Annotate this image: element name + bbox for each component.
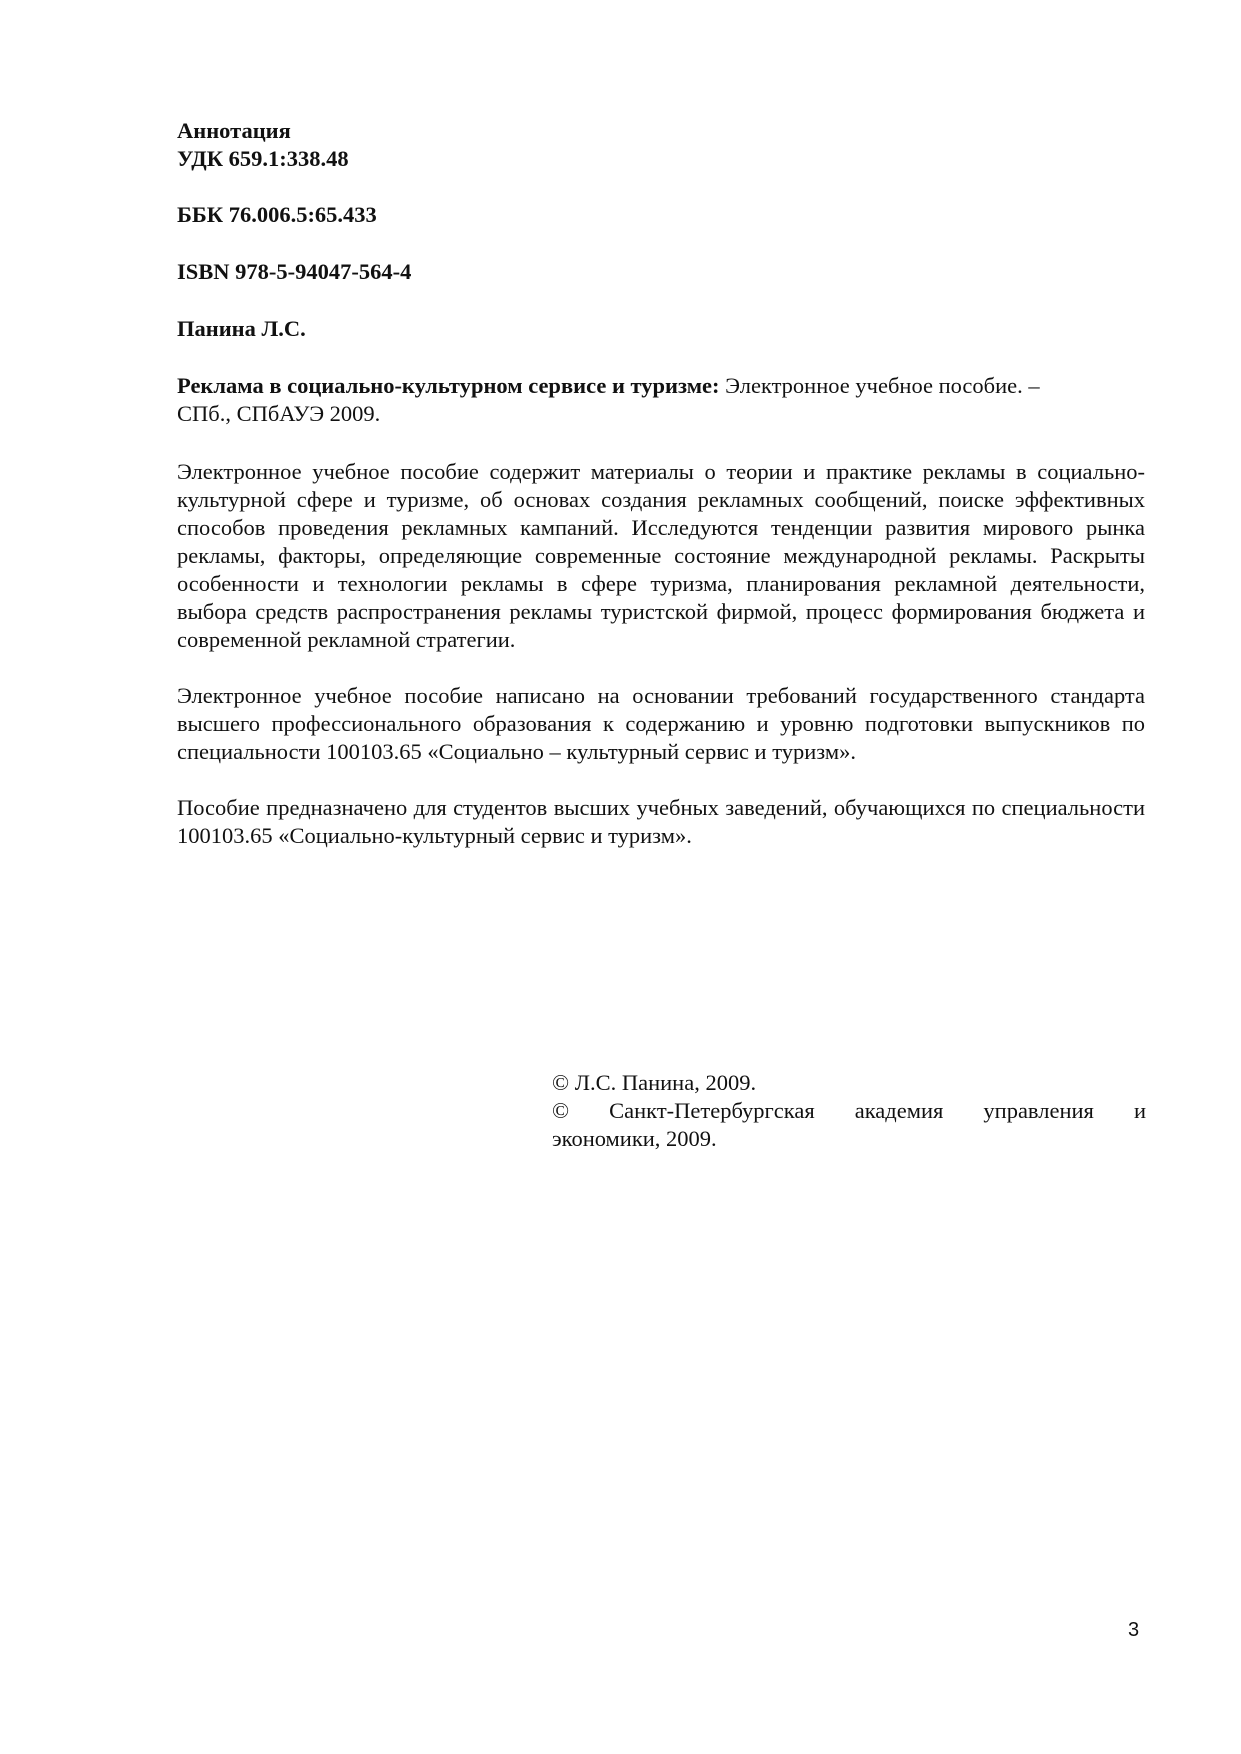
publication-info [177,372,1145,428]
publication-type: Электронное учебное пособие. – [719,373,1040,398]
publication-title-line [177,372,1145,400]
page-number: 3 [1128,1619,1140,1641]
publication-imprint: СПб., СПбАУЭ 2009. [177,401,381,426]
copyright-author: © Л.С. Панина, 2009. [552,1070,757,1095]
isbn-code: ISBN 978-5-94047-564-4 [177,259,412,284]
bbk-code: ББК 76.006.5:65.433 [177,202,377,227]
publication-title: Реклама в социально-культурном сервисе и туризме: [177,373,720,398]
copyright-academy-cont: экономики, 2009. [552,1126,717,1151]
udk-code: УДК 659.1:338.48 [177,146,349,171]
description-paragraph: Электронное учебное пособие содержит материалы о теории и практике рекламы в социально-культурной сфере и туризме, об основах создания рекламных сообщений, поиске эффективных способов проведения рекламных кампаний. Исследуются тенденции развития мирового рынка рекламы, факторы, определяющие современные состояние международной рекламы. Раскрыты особенности и технологии рекламы в сфере туризма, планирования рекламной деятельности, выбора средств распространения рекламы туристской фирмой, процесс формирования бюджета и современной рекламной стратегии. [177,459,1145,652]
copyright-block [552,1069,1146,1153]
annotation-heading: Аннотация [177,118,291,143]
main-content [177,117,1145,873]
audience-paragraph: Пособие предназначено для студентов высших учебных заведений, обучающихся по специальности 100103.65 «Социально-культурный сервис и туризм». [177,795,1145,848]
standard-paragraph: Электронное учебное пособие написано на основании требований государственного стандарта высшего профессионального образования к содержанию и уровню подготовки выпускников по специальности 100103.65 «Социально – культурный сервис и туризм». [177,683,1145,764]
copyright-academy: © Санкт-Петербургская академия управления и [552,1098,1146,1123]
author-name: Панина Л.С. [177,316,306,341]
